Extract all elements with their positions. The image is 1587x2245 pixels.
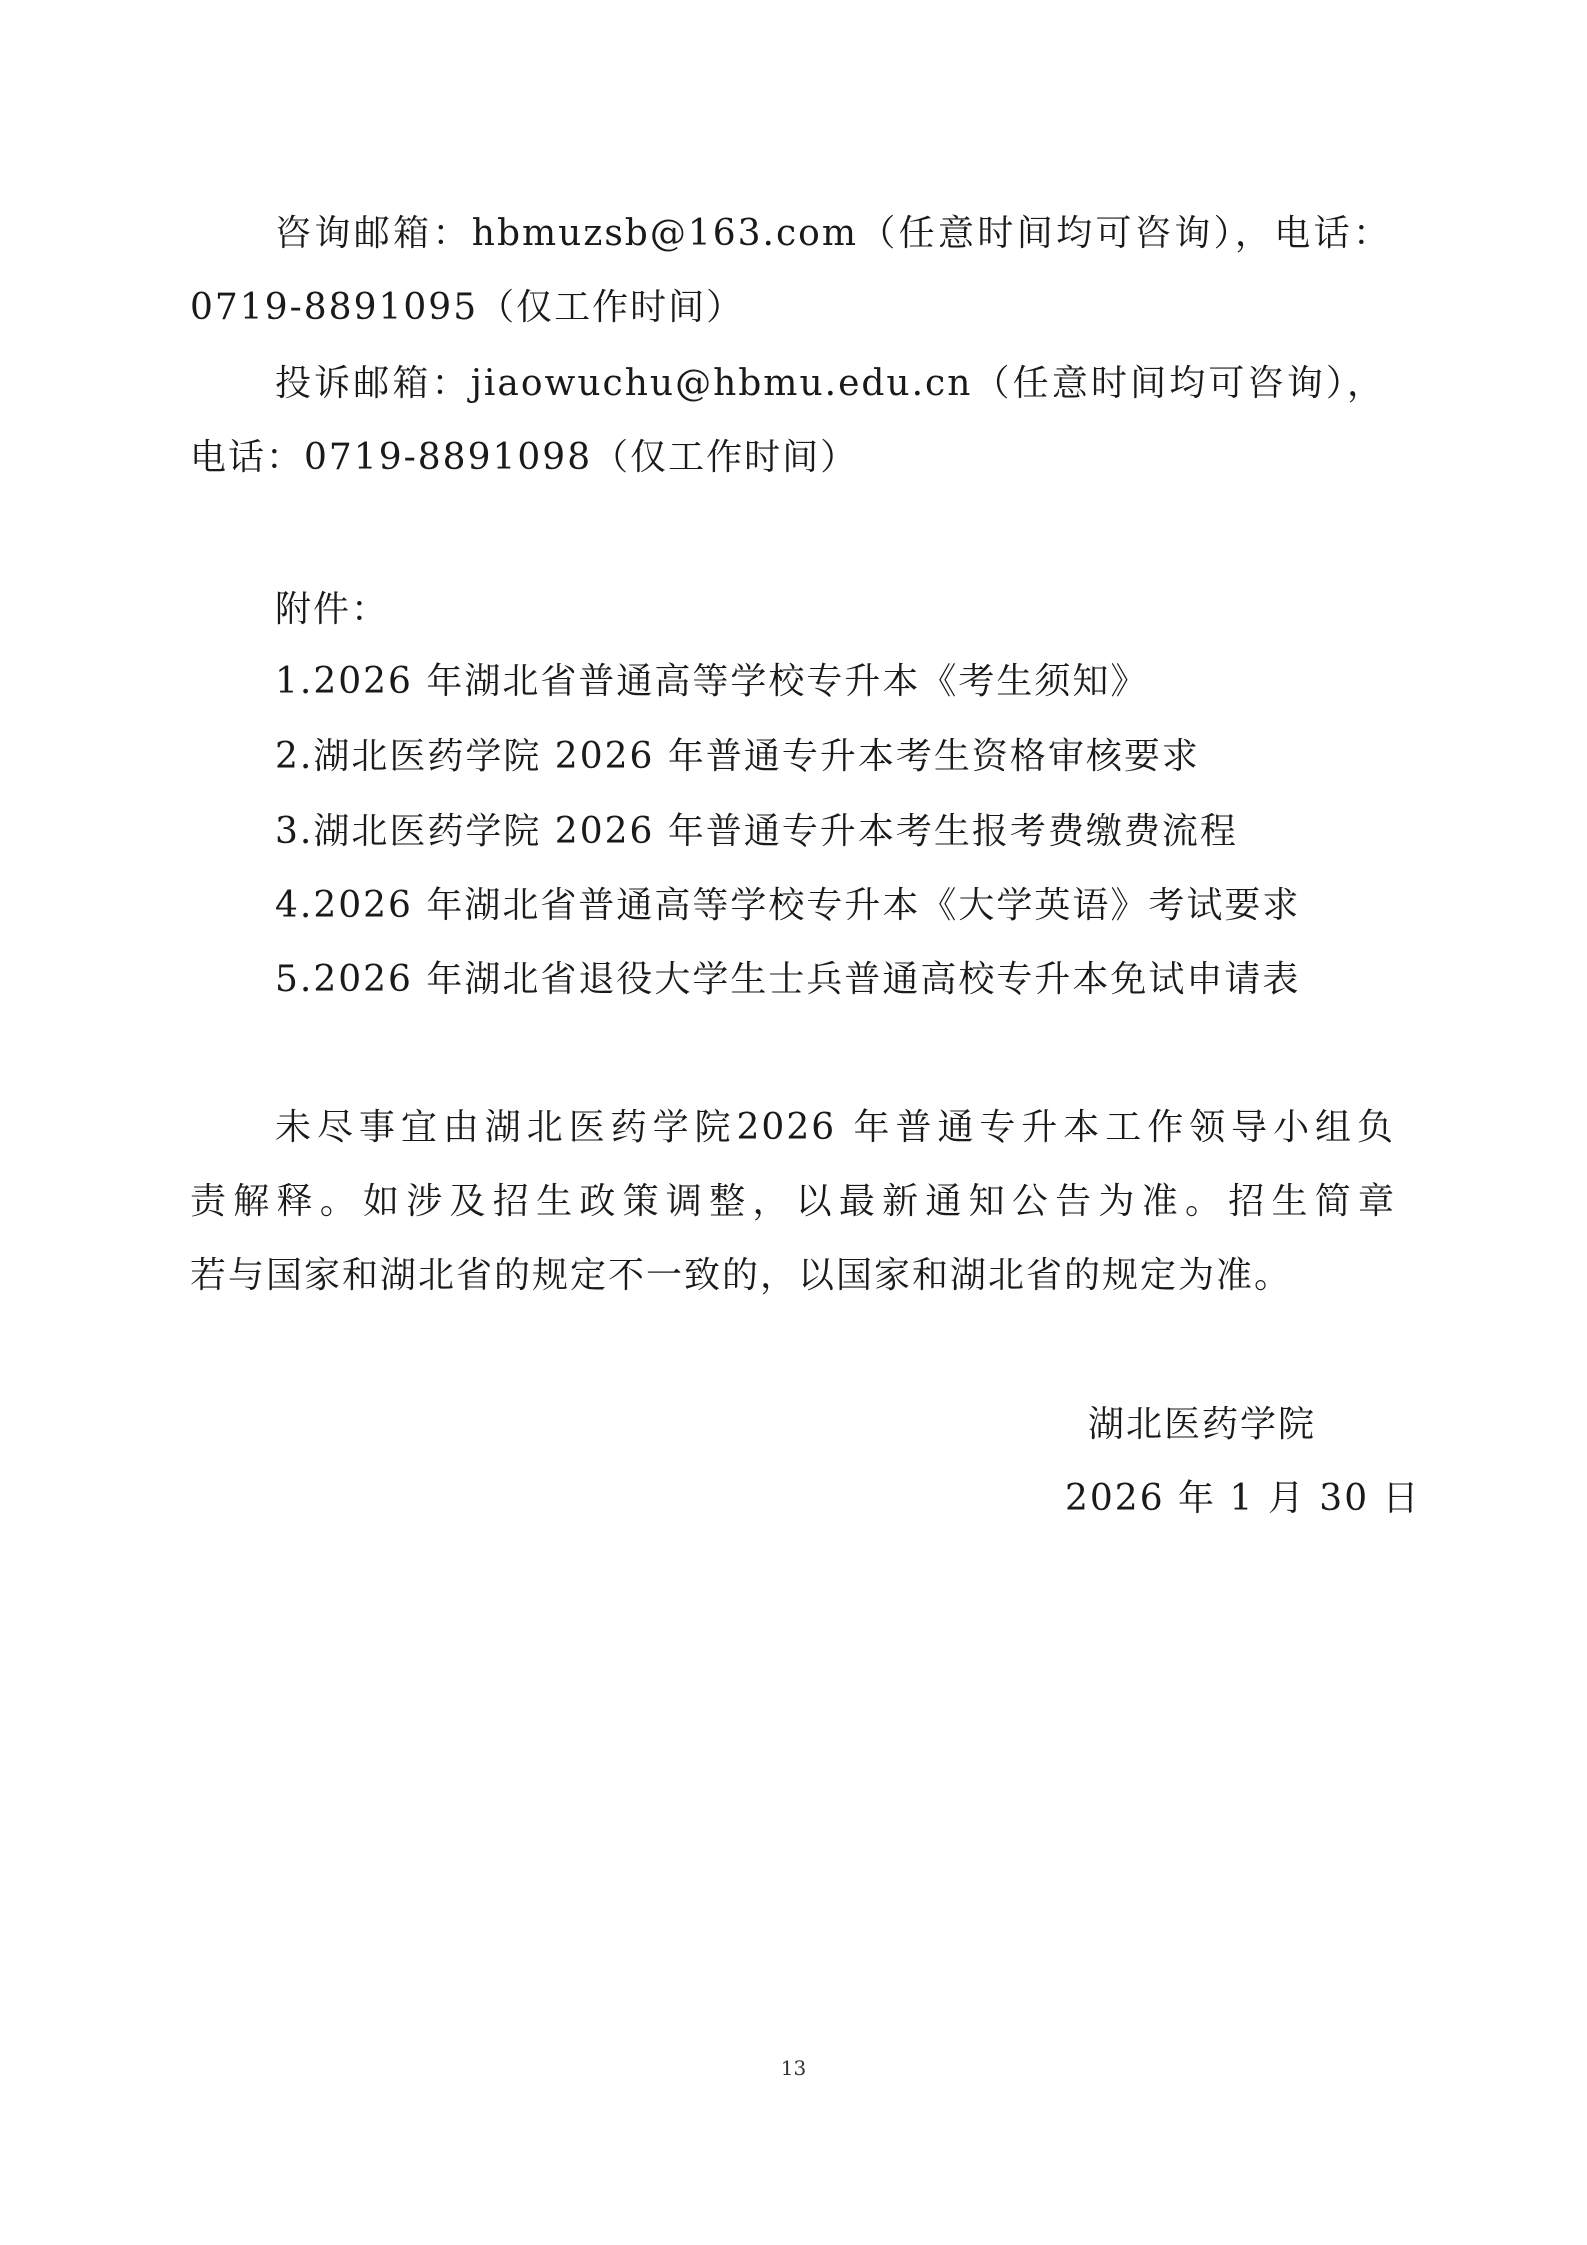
signature-date: 2026 年 1 月 30 日 [1065,1478,1421,1519]
consult-phone-line: 0719-8891095（仅工作时间） [190,287,745,328]
attachment-item: 5.2026 年湖北省退役大学生士兵普通高校专升本免试申请表 [275,959,1301,1000]
attachment-item: 4.2026 年湖北省普通高等学校专升本《大学英语》考试要求 [275,885,1301,926]
attachment-item: 3.湖北医药学院 2026 年普通专升本考生报考费缴费流程 [275,811,1238,852]
signature-institution: 湖北医药学院 [1088,1404,1317,1445]
consult-email-line: 咨询邮箱：hbmuzsb@163.com（任意时间均可咨询），电话： [275,213,1391,254]
closing-paragraph-line: 若与国家和湖北省的规定不一致的，以国家和湖北省的规定为准。 [190,1255,1293,1296]
attachment-item: 1.2026 年湖北省普通高等学校专升本《考生须知》 [275,661,1149,702]
attachments-heading: 附件： [275,589,390,630]
attachment-item: 2.湖北医药学院 2026 年普通专升本考生资格审核要求 [275,736,1200,777]
page-number: 13 [780,2056,807,2080]
complaint-email-line: 投诉邮箱：jiaowuchu@hbmu.edu.cn（任意时间均可咨询）， [275,363,1385,404]
closing-paragraph-line: 未尽事宜由湖北医药学院2026 年普通专升本工作领导小组负 [275,1107,1395,1148]
closing-paragraph-line: 责解释。如涉及招生政策调整，以最新通知公告为准。招生简章 [190,1181,1396,1222]
complaint-phone-line: 电话：0719-8891098（仅工作时间） [190,437,859,478]
